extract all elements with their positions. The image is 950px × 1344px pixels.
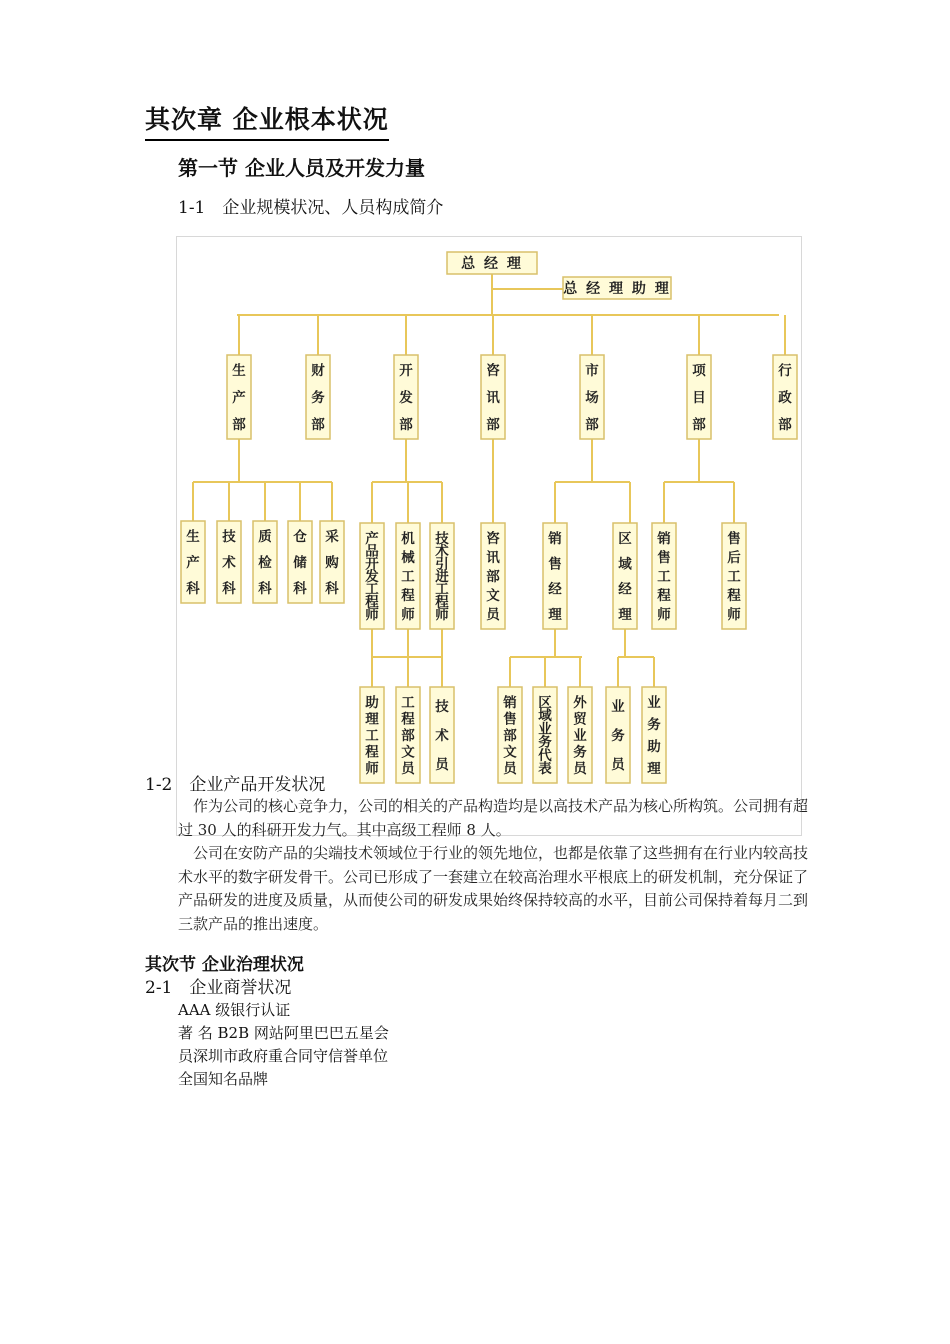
department-box [394, 355, 418, 439]
svg-text:助理工程师: 助理工程师 [365, 695, 379, 777]
production-unit-box [253, 521, 277, 603]
subsection-title: 1-1 企业规模状况、人员构成简介 [178, 198, 444, 218]
department-box [227, 355, 251, 439]
svg-text:行政部: 行政部 [778, 363, 792, 433]
production-unit-box [181, 521, 205, 603]
assistant-box [563, 277, 671, 299]
production-unit-box [217, 521, 241, 603]
production-unit-box [288, 521, 312, 603]
department-box [580, 355, 604, 439]
svg-text:开发部: 开发部 [399, 363, 413, 433]
department-box [773, 355, 797, 439]
svg-text:工程部文员: 工程部文员 [401, 695, 415, 777]
market-role-box [543, 523, 567, 629]
info-role-box [481, 523, 505, 629]
department-box [306, 355, 330, 439]
development-support-box [430, 687, 454, 783]
list-item: AAA 级银行认证 [178, 1001, 291, 1019]
svg-text:售后工程师: 售后工程师 [727, 531, 741, 623]
svg-text:技术引进工程师: 技术引进工程师 [435, 531, 449, 623]
connector-line [372, 629, 406, 657]
svg-text:机械工程师: 机械工程师 [401, 531, 415, 623]
development-support-box [360, 687, 384, 783]
svg-text:生产部: 生产部 [232, 363, 246, 433]
svg-text:销售部文员: 销售部文员 [503, 695, 517, 777]
org-chart-svg [177, 237, 801, 835]
list-item: 员深圳市政府重合同守信誉单位 [178, 1047, 389, 1065]
market-role-box [613, 523, 637, 629]
section-title: 其次节 企业治理状况 [145, 955, 304, 975]
svg-text:财务部: 财务部 [311, 363, 325, 433]
list-item: 全国知名品牌 [178, 1070, 269, 1088]
svg-text:采购科: 采购科 [325, 529, 339, 597]
region-staff-box [606, 687, 630, 783]
svg-text:项目部: 项目部 [692, 363, 706, 433]
svg-text:技术员: 技术员 [435, 699, 449, 773]
development-role-box [360, 523, 384, 629]
paragraph: 公司在安防产品的尖端技术领域位于行业的领先地位，也都是依靠了这些拥有在行业内较高技术水平的数字研发骨干。公司已形成了一套建立在较高治理水平根底上的研发机制，充分保证了产品研发的进度及质量，从而使公司的研发成果始终保持较高的水平，目前公司保持着每月二到三款产品的推出速度。 [178, 844, 809, 933]
svg-text:生产科: 生产科 [186, 529, 200, 597]
svg-text:业务员: 业务员 [611, 699, 625, 773]
region-staff-box [642, 687, 666, 783]
section-title: 第一节 企业人员及开发力量 [178, 156, 425, 180]
department-box [687, 355, 711, 439]
svg-text:仓储科: 仓储科 [293, 529, 307, 597]
development-role-box [430, 523, 454, 629]
org-chart [176, 236, 802, 836]
svg-text:市场部: 市场部 [585, 363, 599, 433]
svg-text:总 经 理 助 理: 总 经 理 助 理 [563, 281, 671, 297]
svg-text:区域经理: 区域经理 [618, 531, 632, 623]
svg-text:业务助理: 业务助理 [647, 695, 661, 777]
sales-staff-box [568, 687, 592, 783]
subsection-title: 2-1 企业商誉状况 [145, 978, 292, 998]
sales-staff-box [533, 687, 557, 783]
svg-text:销售经理: 销售经理 [548, 531, 562, 623]
development-support-box [396, 687, 420, 783]
project-role-box [652, 523, 676, 629]
paragraph: 作为公司的核心竞争力，公司的相关的产品构造均是以高技术产品为核心所构筑。公司拥有超过 30 人的科研开发力气。其中高级工程师 8 人。 [178, 797, 809, 839]
svg-text:销售工程师: 销售工程师 [657, 531, 671, 623]
svg-text:区域业务代表: 区域业务代表 [538, 695, 552, 777]
project-role-box [722, 523, 746, 629]
svg-text:总 经 理: 总 经 理 [461, 256, 523, 272]
svg-text:技术科: 技术科 [222, 529, 236, 597]
svg-text:咨讯部: 咨讯部 [486, 363, 500, 433]
department-box [481, 355, 505, 439]
top-manager-box [447, 252, 537, 274]
subsection-title: 1-2 企业产品开发状况 [145, 775, 326, 795]
chapter-title: 其次章 企业根本状况 [145, 100, 389, 141]
svg-text:质检科: 质检科 [258, 529, 272, 597]
production-unit-box [320, 521, 344, 603]
svg-text:外贸业务员: 外贸业务员 [573, 695, 587, 777]
development-role-box [396, 523, 420, 629]
sales-staff-box [498, 687, 522, 783]
svg-text:咨讯部文员: 咨讯部文员 [486, 531, 500, 623]
list-item: 著 名 B2B 网站阿里巴巴五星会 [178, 1024, 389, 1042]
svg-text:产品开发工程师: 产品开发工程师 [365, 531, 379, 623]
